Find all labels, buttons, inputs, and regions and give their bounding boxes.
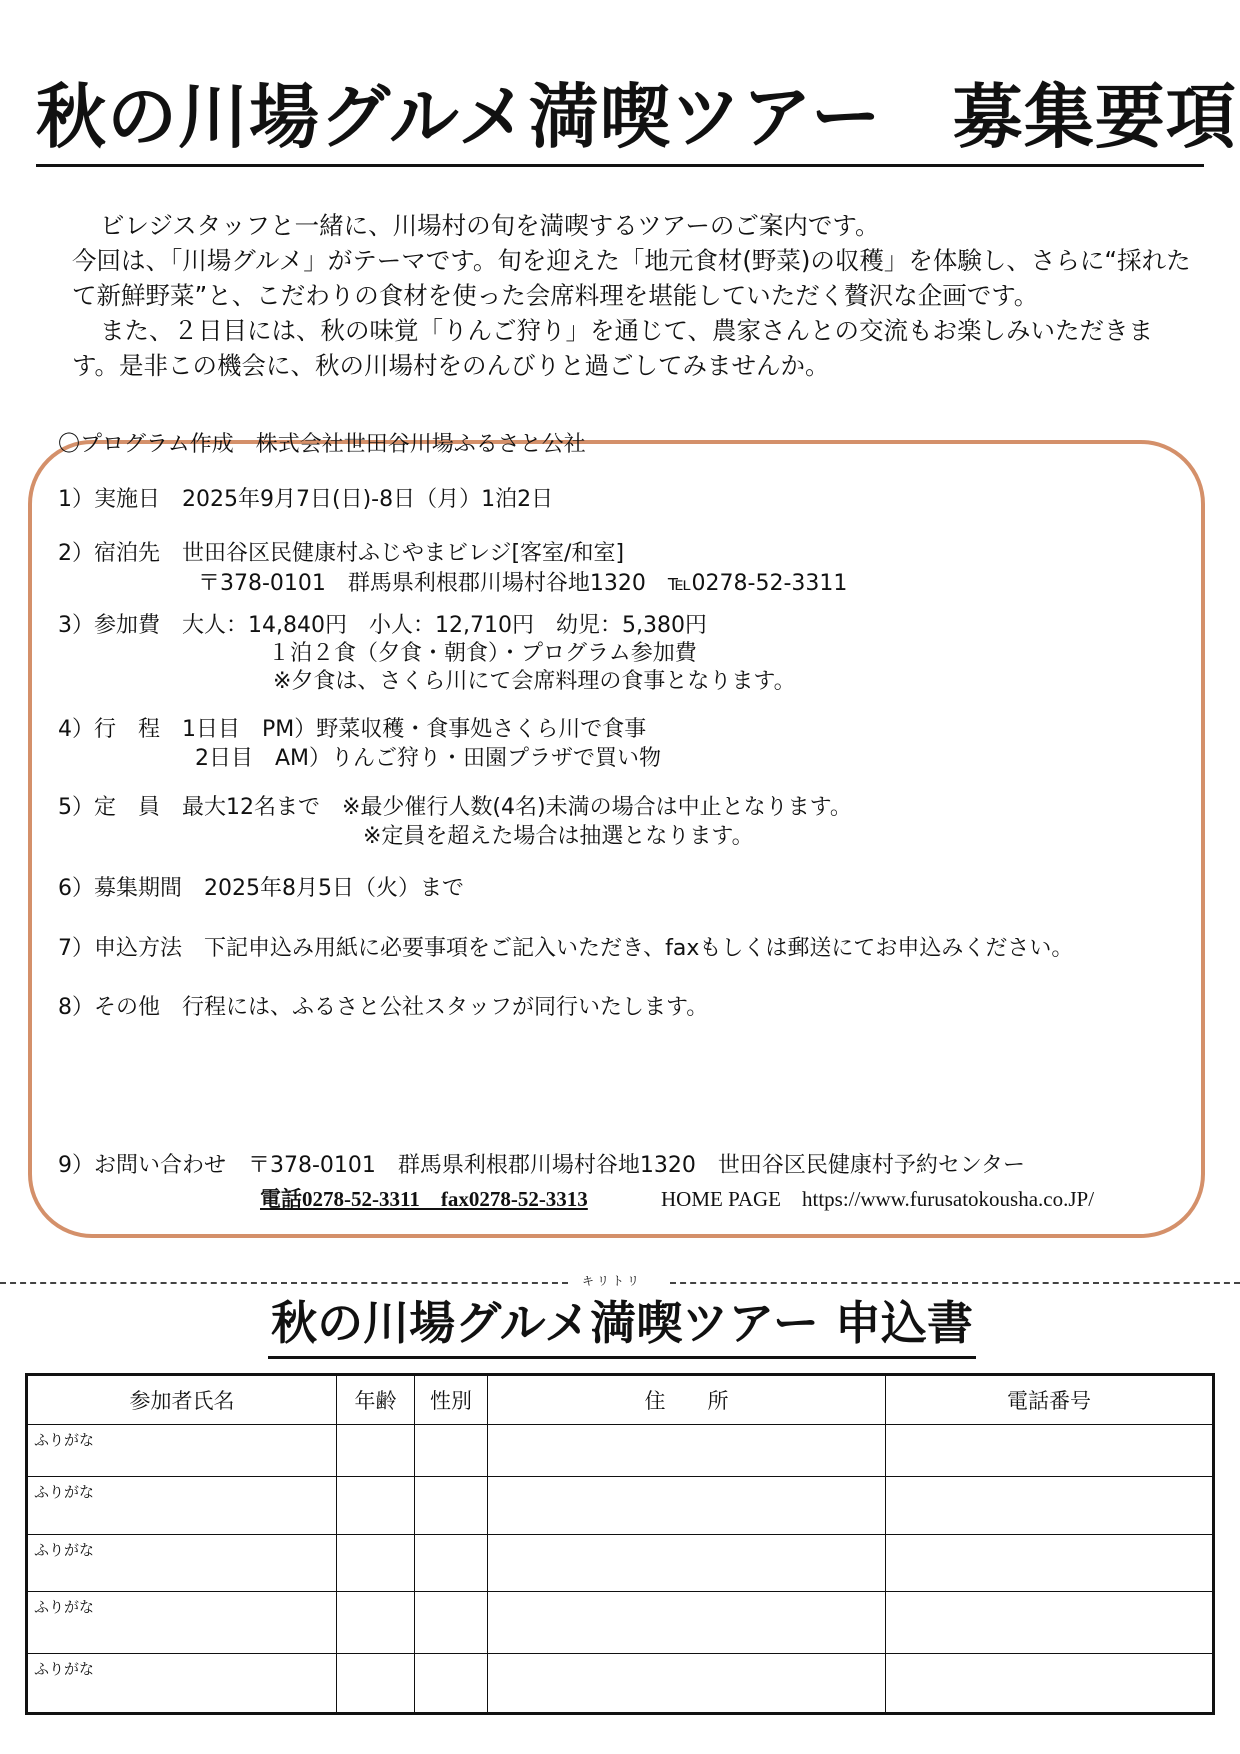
furigana-label: ふりがな bbox=[34, 1598, 95, 1616]
table-row bbox=[27, 1425, 1214, 1477]
fee-prices: 3）参加費 大人：14,840円 小人：12,710円 幼児：5,380円 bbox=[58, 613, 707, 638]
lodging-name: 2）宿泊先 世田谷区民健康村ふじやまビレジ[客室/和室] bbox=[58, 541, 625, 566]
program-fee bbox=[58, 612, 796, 696]
program-itinerary bbox=[58, 715, 661, 773]
address-cell[interactable] bbox=[488, 1477, 886, 1535]
gender-cell[interactable] bbox=[415, 1592, 488, 1654]
furigana-label: ふりがな bbox=[34, 1483, 95, 1501]
program-date: 1）実施日 2025年9月7日(日)-8日（月）1泊2日 bbox=[58, 487, 554, 512]
page-title: 秋の川場グルメ満喫ツアー 募集要項 bbox=[36, 76, 1237, 158]
cut-line-left bbox=[0, 1282, 568, 1284]
fee-note: ※夕食は、さくら川にて会席料理の食事となります。 bbox=[273, 669, 796, 694]
address-cell[interactable] bbox=[488, 1425, 886, 1477]
column-header-name: 参加者氏名 bbox=[27, 1375, 337, 1425]
program-organizer: 〇プログラム作成 株式会社世田谷川場ふるさと公社 bbox=[58, 432, 586, 457]
column-header-phone: 電話番号 bbox=[886, 1375, 1214, 1425]
table-row bbox=[27, 1535, 1214, 1592]
age-cell[interactable] bbox=[337, 1477, 415, 1535]
capacity-limit: 5）定 員 最大12名まで ※最少催行人数(4名)未満の場合は中止となります。 bbox=[58, 795, 852, 820]
program-capacity bbox=[58, 793, 852, 851]
gender-cell[interactable] bbox=[415, 1535, 488, 1592]
program-contact: 9）お問い合わせ 〒378-0101 群馬県利根郡川場村谷地1320 世田谷区民健康村予約センター bbox=[58, 1153, 1026, 1178]
intro-paragraph-3: また、２日目には、秋の味覚「りんご狩り」を通じて、農家さんとの交流もお楽しみいただきます。是非この機会に、秋の川場村をのんびりと過ごしてみませんか。 bbox=[72, 316, 1154, 380]
title-underline bbox=[36, 164, 1204, 167]
itinerary-day2: 2日目 AM）りんご狩り・田園プラザで買い物 bbox=[195, 746, 662, 771]
age-cell[interactable] bbox=[337, 1654, 415, 1714]
phone-cell[interactable] bbox=[886, 1425, 1214, 1477]
intro-text bbox=[72, 208, 1192, 383]
name-cell[interactable] bbox=[27, 1592, 337, 1654]
furigana-label: ふりがな bbox=[34, 1660, 95, 1678]
furigana-label: ふりがな bbox=[34, 1431, 95, 1449]
gender-cell[interactable] bbox=[415, 1425, 488, 1477]
fee-includes: １泊２食（夕食・朝食）・プログラム参加費 bbox=[268, 641, 697, 666]
program-period: 6）募集期間 2025年8月5日（火）まで bbox=[58, 876, 464, 901]
table-row bbox=[27, 1654, 1214, 1714]
contact-homepage[interactable]: HOME PAGE https://www.furusatokousha.co.JP/ bbox=[661, 1187, 1095, 1211]
address-cell[interactable] bbox=[488, 1535, 886, 1592]
intro-paragraph-1: ビレジスタッフと一緒に、川場村の旬を満喫するツアーのご案内です。 bbox=[100, 211, 880, 240]
phone-cell[interactable] bbox=[886, 1477, 1214, 1535]
intro-paragraph-2: 今回は、「川場グルメ」がテーマです。旬を迎えた「地元食材(野菜)の収穫」を体験し、さらに“採れたて新鮮野菜”と、こだわりの食材を使った会席料理を堪能していただく贅沢な企画です。 bbox=[72, 246, 1191, 310]
form-body bbox=[27, 1425, 1214, 1714]
phone-cell[interactable] bbox=[886, 1592, 1214, 1654]
itinerary-day1: 4）行 程 1日目 PM）野菜収穫・食事処さくら川で食事 bbox=[58, 717, 647, 742]
cut-line-right bbox=[670, 1282, 1240, 1284]
address-cell[interactable] bbox=[488, 1592, 886, 1654]
program-lodging bbox=[58, 539, 847, 599]
address-cell[interactable] bbox=[488, 1654, 886, 1714]
contact-phone-fax: 電話0278-52-3311 fax0278-52-3313 bbox=[260, 1187, 588, 1211]
capacity-lottery-note: ※定員を超えた場合は抽選となります。 bbox=[363, 824, 754, 849]
column-header-gender: 性別 bbox=[415, 1375, 488, 1425]
phone-cell[interactable] bbox=[886, 1654, 1214, 1714]
program-method: 7）申込方法 下記申込み用紙に必要事項をご記入いただき、faxもしくは郵送にてお申込みください。 bbox=[58, 936, 1074, 961]
application-form-title: 秋の川場グルメ満喫ツアー 申込書 bbox=[268, 1300, 976, 1359]
column-header-address: 住 所 bbox=[488, 1375, 886, 1425]
application-form-table bbox=[25, 1373, 1215, 1715]
name-cell[interactable] bbox=[27, 1477, 337, 1535]
table-row bbox=[27, 1592, 1214, 1654]
column-header-age: 年齢 bbox=[337, 1375, 415, 1425]
age-cell[interactable] bbox=[337, 1535, 415, 1592]
age-cell[interactable] bbox=[337, 1425, 415, 1477]
phone-cell[interactable] bbox=[886, 1535, 1214, 1592]
gender-cell[interactable] bbox=[415, 1654, 488, 1714]
age-cell[interactable] bbox=[337, 1592, 415, 1654]
cut-label: キリトリ bbox=[582, 1274, 643, 1288]
name-cell[interactable] bbox=[27, 1654, 337, 1714]
form-header-row bbox=[27, 1375, 1214, 1425]
furigana-label: ふりがな bbox=[34, 1541, 95, 1559]
program-other: 8）その他 行程には、ふるさと公社スタッフが同行いたします。 bbox=[58, 995, 709, 1020]
lodging-address: 〒378-0101 群馬県利根郡川場村谷地1320 ℡0278-52-3311 bbox=[198, 571, 848, 596]
name-cell[interactable] bbox=[27, 1425, 337, 1477]
gender-cell[interactable] bbox=[415, 1477, 488, 1535]
table-row bbox=[27, 1477, 1214, 1535]
name-cell[interactable] bbox=[27, 1535, 337, 1592]
